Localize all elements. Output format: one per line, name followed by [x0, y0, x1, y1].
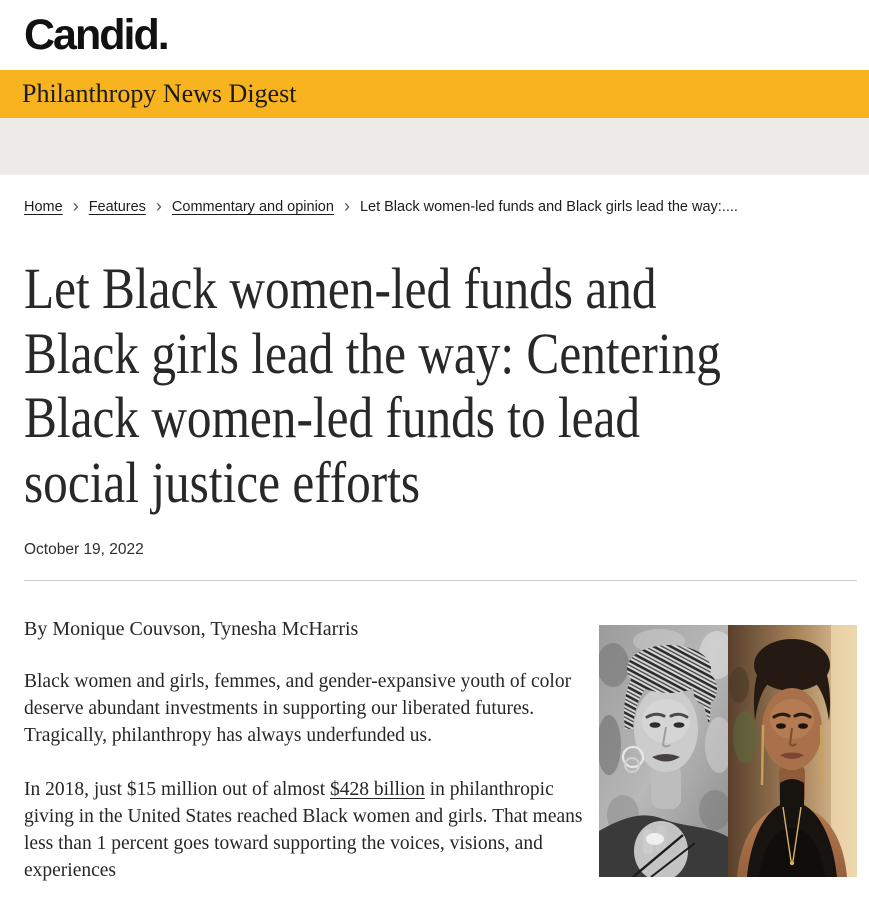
left-portrait-bw — [599, 625, 735, 877]
byline: By Monique Couvson, Tynesha McHarris — [24, 618, 359, 640]
publish-date: October 19, 2022 — [24, 541, 144, 558]
chevron-right-icon: › — [343, 195, 350, 216]
article-text-column — [24, 616, 584, 911]
breadcrumb-features[interactable]: Features — [88, 199, 146, 215]
article-content — [24, 616, 857, 911]
428-billion-link[interactable]: $428 billion — [330, 779, 425, 800]
breadcrumb-current-page: Let Black women-led funds and Black girls lead the way:.... — [359, 199, 738, 215]
article-paragraph — [24, 776, 584, 884]
page-title-line: Black girls lead the way: Centering — [24, 320, 721, 386]
chevron-right-icon: › — [155, 195, 162, 216]
chevron-right-icon: › — [72, 195, 79, 216]
gray-spacer-bar — [0, 118, 869, 175]
breadcrumb-home[interactable]: Home — [24, 199, 63, 215]
article-photo — [599, 625, 857, 877]
paragraph-text: In 2018, just $15 million out of almost — [24, 779, 331, 800]
portraits-illustration — [599, 625, 857, 877]
pnd-banner — [0, 70, 869, 118]
pnd-banner-title[interactable]: Philanthropy News Digest — [22, 79, 297, 108]
page-title-line: Let Black women-led funds and — [24, 256, 657, 321]
candid-logo[interactable]: Candid. — [24, 10, 168, 59]
page-title-line: social justice efforts — [24, 449, 421, 515]
page-title — [24, 257, 845, 515]
page-title-line: Black women-led funds to lead — [24, 385, 641, 450]
right-portrait-color — [728, 625, 857, 877]
divider — [24, 580, 857, 581]
breadcrumb-commentary-and-opinion[interactable]: Commentary and opinion — [171, 199, 334, 215]
site-header — [0, 0, 869, 70]
paragraph-text: in philanthropic giving in the United States reached Black women and girls. That means less than 1 percent goes toward supporting the voices, visions, and experiences — [24, 779, 583, 881]
breadcrumb — [0, 175, 869, 215]
article-paragraph: Black women and girls, femmes, and gender-expansive youth of color deserve abundant investments in supporting our liberated futures. Tragically, philanthropy has always underfunded us. — [24, 671, 572, 746]
